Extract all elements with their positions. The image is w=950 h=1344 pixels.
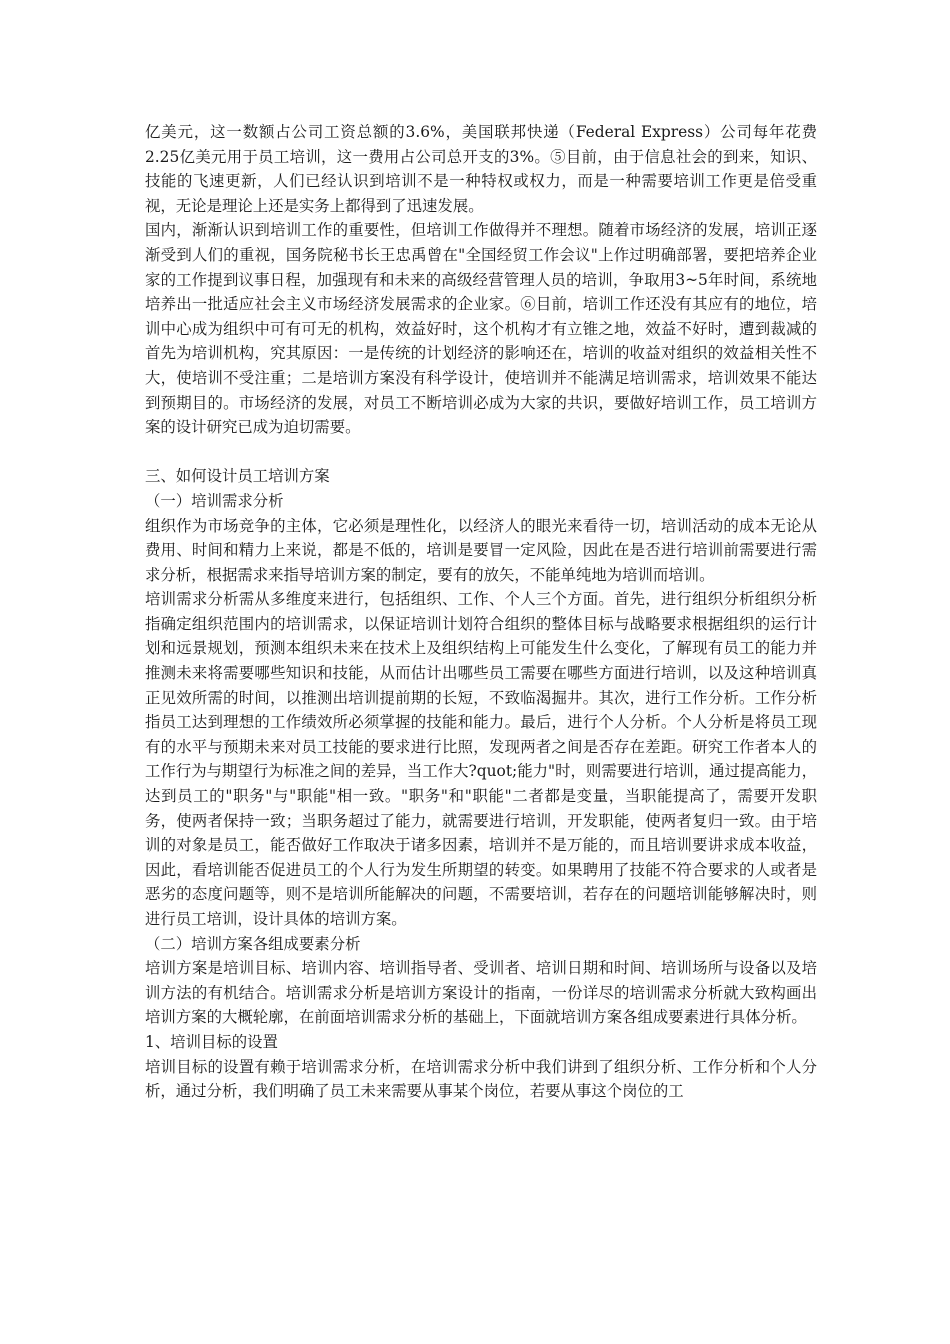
subsection-heading-2: （二）培训方案各组成要素分析	[145, 934, 361, 953]
document-page	[145, 120, 817, 1104]
paragraph-domestic-training: 国内，渐渐认识到培训工作的重要性，但培训工作做得并不理想。随着市场经济的发展，培训正逐渐受到人们的重视，国务院秘书长王忠禹曾在"全国经贸工作会议"上作过明确部署，要把培养企业家的工作提到议事日程，加强现有和未来的高级经营管理人员的培训，争取用3~5年时间，系统地培养出一批适应社会主义市场经济发展需求的企业家。⑥目前，培训工作还没有其应有的地位，培训中心成为组织中可有可无的机构，效益好时，这个机构才有立锥之地，效益不好时，遭到裁减的首先为培训机构，究其原因：一是传统的计划经济的影响还在，培训的收益对组织的效益相关性不大，使培训不受注重；二是培训方案没有科学设计，使培训并不能满足培训需求，培训效果不能达到预期目的。市场经济的发展，对员工不断培训必成为大家的共识，要做好培训工作，员工培训方案的设计研究已成为迫切需要。	[145, 221, 817, 437]
subsection-heading-1: （一）培训需求分析	[145, 491, 284, 510]
section-heading-3: 三、如何设计员工培训方案	[145, 467, 330, 486]
paragraph-us-training-stats: 亿美元，这一数额占公司工资总额的3.6%，美国联邦快递（Federal Express）公司每年花费2.25亿美元用于员工培训，这一费用占公司总开支的3%。⑤目前，由于信息社会的到来，知识、技能的飞速更新，人们已经认识到培训不是一种特权或权力，而是一种需要培训工作更是倍受重视，无论是理论上还是实务上都得到了迅速发展。	[145, 123, 817, 215]
item-heading-1: 1、培训目标的设置	[145, 1032, 278, 1051]
paragraph-components-analysis: 培训方案是培训目标、培训内容、培训指导者、受训者、培训日期和时间、培训场所与设备以及培训方法的有机结合。培训需求分析是培训方案设计的指南，一份详尽的培训需求分析就大致构画出培训方案的大概轮廓，在前面培训需求分析的基础上，下面就培训方案各组成要素进行具体分析。	[145, 959, 817, 1027]
paragraph-training-goals: 培训目标的设置有赖于培训需求分析，在培训需求分析中我们讲到了组织分析、工作分析和个人分析，通过分析，我们明确了员工未来需要从事某个岗位，若要从事这个岗位的工	[145, 1057, 817, 1101]
paragraph-needs-analysis-intro: 组织作为市场竞争的主体，它必须是理性化，以经济人的眼光来看待一切，培训活动的成本无论从费用、时间和精力上来说，都是不低的，培训是要冒一定风险，因此在是否进行培训前需要进行需求分析，根据需求来指导培训方案的制定，要有的放矢，不能单纯地为培训而培训。	[145, 516, 817, 584]
blank-line	[145, 440, 817, 465]
paragraph-needs-analysis-dimensions: 培训需求分析需从多维度来进行，包括组织、工作、个人三个方面。首先，进行组织分析组织分析指确定组织范围内的培训需求，以保证培训计划符合组织的整体目标与战略要求根据组织的运行计划和远景规划，预测本组织未来在技术上及组织结构上可能发生什么变化，了解现有员工的能力并推测未来将需要哪些知识和技能，从而估计出哪些员工需要在哪些方面进行培训，以及这种培训真正见效所需的时间，以推测出培训提前期的长短，不致临渴掘井。其次，进行工作分析。工作分析指员工达到理想的工作绩效所必须掌握的技能和能力。最后，进行个人分析。个人分析是将员工现有的水平与预期未来对员工技能的要求进行比照，发现两者之间是否存在差距。研究工作者本人的工作行为与期望行为标准之间的差异，当工作大?quot;能力"时，则需要进行培训，通过提高能力，达到员工的"职务"与"职能"相一致。"职务"和"职能"二者都是变量，当职能提高了，需要开发职务，使两者保持一致；当职务超过了能力，就需要进行培训，开发职能，使两者复归一致。由于培训的对象是员工，能否做好工作取决于诸多因素，培训并不是万能的，而且培训要讲求成本收益，因此，看培训能否促进员工的个人行为发生所期望的转变。如果聘用了技能不符合要求的人或者是恶劣的态度问题等，则不是培训所能解决的问题，不需要培训，若存在的问题培训能够解决时，则进行员工培训，设计具体的培训方案。	[145, 590, 817, 928]
